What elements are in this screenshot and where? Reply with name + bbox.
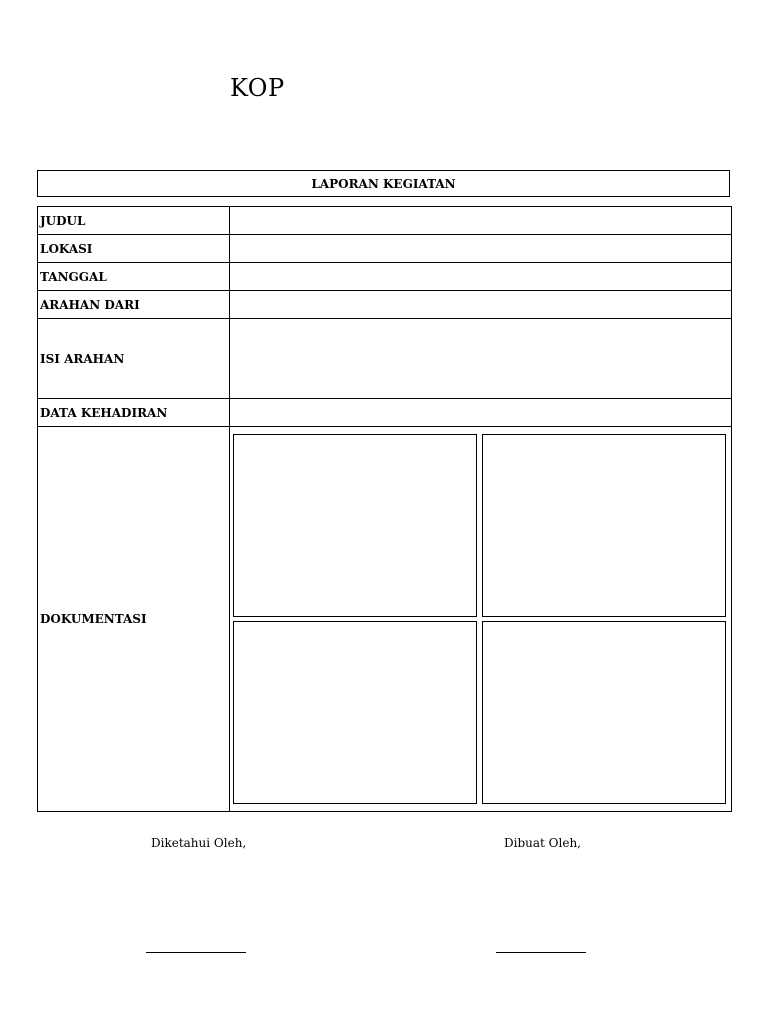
row-judul — [38, 207, 732, 235]
label-isi-arahan: ISI ARAHAN — [38, 319, 230, 399]
signature-label-diketahui: Diketahui Oleh, — [151, 836, 247, 850]
report-form-table — [37, 206, 732, 812]
signature-label-dibuat: Dibuat Oleh, — [504, 836, 581, 850]
photo-slot-3[interactable] — [233, 621, 477, 804]
value-isi-arahan[interactable] — [230, 319, 732, 399]
label-tanggal: TANGGAL — [38, 263, 230, 291]
value-tanggal[interactable] — [230, 263, 732, 291]
value-lokasi[interactable] — [230, 235, 732, 263]
row-dokumentasi — [38, 427, 732, 812]
row-isi-arahan — [38, 319, 732, 399]
row-data-kehadiran — [38, 399, 732, 427]
row-tanggal — [38, 263, 732, 291]
kop-heading: KOP — [230, 74, 285, 102]
row-lokasi — [38, 235, 732, 263]
label-arahan-dari: ARAHAN DARI — [38, 291, 230, 319]
report-title: LAPORAN KEGIATAN — [37, 170, 730, 197]
signature-line-right — [496, 952, 586, 953]
row-arahan-dari — [38, 291, 732, 319]
signature-line-left — [146, 952, 246, 953]
photo-grid — [233, 434, 728, 804]
value-judul[interactable] — [230, 207, 732, 235]
dokumentasi-cell — [230, 427, 732, 812]
label-data-kehadiran: DATA KEHADIRAN — [38, 399, 230, 427]
photo-slot-4[interactable] — [482, 621, 726, 804]
photo-slot-2[interactable] — [482, 434, 726, 617]
value-data-kehadiran[interactable] — [230, 399, 732, 427]
label-lokasi: LOKASI — [38, 235, 230, 263]
value-arahan-dari[interactable] — [230, 291, 732, 319]
label-dokumentasi: DOKUMENTASI — [38, 427, 230, 812]
label-judul: JUDUL — [38, 207, 230, 235]
photo-slot-1[interactable] — [233, 434, 477, 617]
